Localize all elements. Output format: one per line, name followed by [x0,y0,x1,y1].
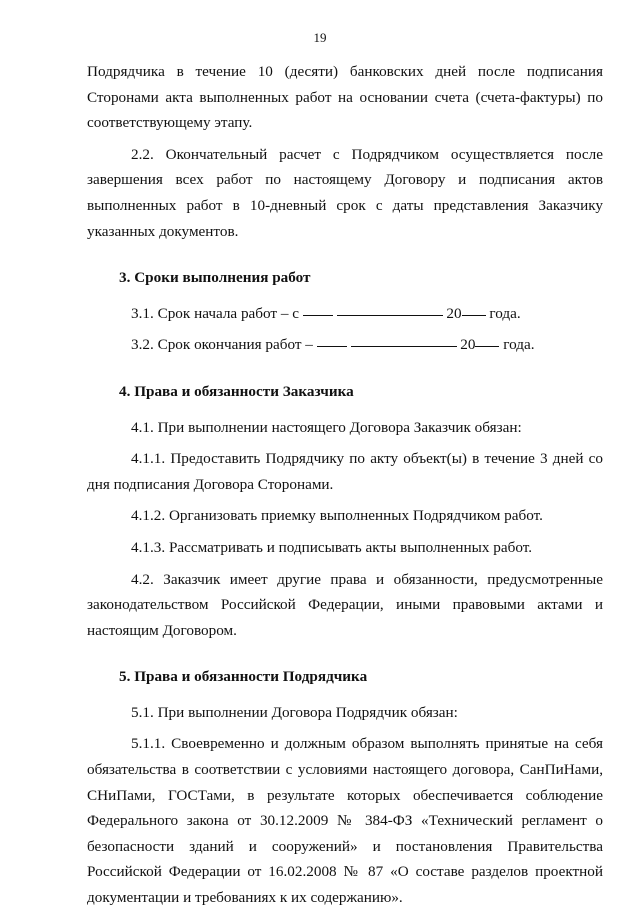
end-day-blank[interactable] [317,331,347,347]
start-date-prefix: 3.1. Срок начала работ – с [131,304,299,322]
end-year-prefix: 20 [460,336,476,354]
paragraph-4-1-3: 4.1.3. Рассматривать и подписывать акты выполненных работ. [131,538,533,556]
section-4-heading: 4. Права и обязанности Заказчика [119,382,354,400]
end-year-blank[interactable] [475,331,499,347]
document-body [87,59,603,911]
paragraph-2-2: 2.2. Окончательный расчет с Подрядчиком осуществляется после завершения всех работ по настоящему Договору и подписания актов выполненных работ в 10-дневный срок с даты представления Заказчику указанных документов. [87,145,603,240]
paragraph-continuation: Подрядчика в течение 10 (десяти) банковских дней после подписания Сторонами акта выполненных работ на основании счета (счета-фактуры) по соответствующему этапу. [87,63,603,132]
paragraph-3-1 [87,301,603,327]
paragraph-4-1: 4.1. При выполнении настоящего Договора Заказчик обязан: [131,418,522,436]
section-3-heading: 3. Сроки выполнения работ [119,269,311,287]
paragraph-5-1: 5.1. При выполнении Договора Подрядчик обязан: [131,703,458,721]
start-day-blank[interactable] [303,300,333,316]
paragraph-4-1-1: 4.1.1. Предоставить Подрядчику по акту объект(ы) в течение 3 дней со дня подписания Договора Сторонами. [87,450,603,493]
end-year-suffix: года. [503,336,535,354]
paragraph-5-1-1: 5.1.1. Своевременно и должным образом выполнять принятые на себя обязательства в соответствии с условиями настоящего договора, СанПиНами, СНиПами, ГОСТами, в результате которых обеспечивается соблюдение Федерального закона от 30.12.2009 № 384-ФЗ «Технический регламент о безопасности зданий и сооружений» и постановления Правительства Российской Федерации от 16.02.2008 № 87 «О составе разделов проектной документации и требованиях к их содержанию». [87,735,603,907]
paragraph-3-2 [87,332,603,358]
start-month-blank[interactable] [337,300,443,316]
start-year-suffix: года. [489,304,521,322]
paragraph-4-2: 4.2. Заказчик имеет другие права и обязанности, предусмотренные законодательством Российской Федерации, иными правовыми актами и настоящим Договором. [87,570,603,639]
end-date-prefix: 3.2. Срок окончания работ – [131,336,313,354]
section-5-heading: 5. Права и обязанности Подрядчика [119,668,368,686]
start-year-prefix: 20 [446,304,462,322]
start-year-blank[interactable] [462,300,486,316]
end-month-blank[interactable] [351,331,457,347]
page-number: 19 [313,30,327,45]
paragraph-4-1-2: 4.1.2. Организовать приемку выполненных Подрядчиком работ. [131,507,543,525]
